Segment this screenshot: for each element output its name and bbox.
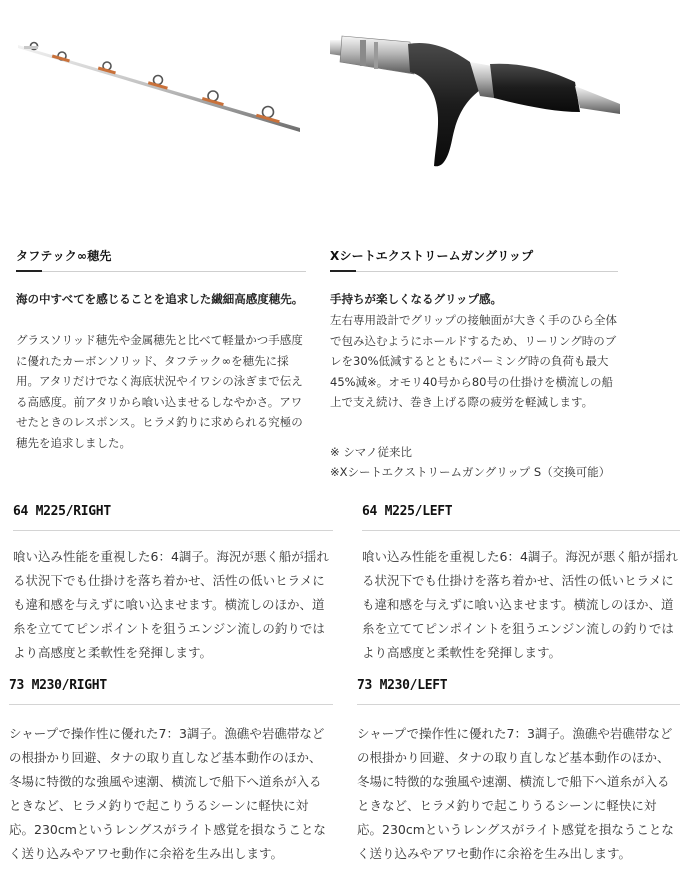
divider (330, 271, 618, 272)
divider (9, 704, 333, 705)
divider (16, 271, 306, 272)
divider (362, 530, 680, 531)
model-description: 喰い込み性能を重視した6：4調子。海況が悪く船が揺れる状況下でも仕掛けを落ち着かせ、活性の低いヒラメにも違和感を与えずに喰い込ませます。横流しのほか、道糸を立ててピンポイントを狙うエンジン流しの釣りではより高感度と柔軟性を発揮します。 (13, 549, 329, 660)
divider-accent (16, 270, 42, 272)
model-description: シャープで操作性に優れた7：3調子。漁礁や岩礁帯などの根掛かり回避、タナの取り直しなど基本動作のほか、冬場に特徴的な強風や速潮、横流しで船下へ道糸が入るときなど、ヒラメ釣りで起こりうるシーンに軽快に対応。230cmというレングスがライト感覚を損なうことなく送り込みやアワセ動作に余裕を生み出します。 (9, 726, 326, 861)
feature-body: 左右専用設計でグリップの接触面が大きく手のひら全体で包み込むようにホールドするため、リーリング時のブレを30%低減するとともにパーミング時の負荷も最大45%減※。オモリ40号から80号の仕掛けを横流しの船上で支え続け、巻き上げる際の疲労を軽減します。 (330, 313, 618, 409)
divider (357, 704, 680, 705)
footnote: ※ シマノ従来比 (330, 445, 412, 459)
model-description: シャープで操作性に優れた7：3調子。漁礁や岩礁帯などの根掛かり回避、タナの取り直しなど基本動作のほか、冬場に特徴的な強風や速潮、横流しで船下へ道糸が入るときなど、ヒラメ釣りで起こりうるシーンに軽快に対応。230cmというレングスがライト感覚を損なうことなく送り込みやアワセ動作に余裕を生み出します。 (357, 726, 674, 861)
feature-lead: 海の中すべてを感じることを追求した繊細高感度穂先。 (16, 292, 304, 306)
model-title: 73 M230/RIGHT (9, 678, 107, 693)
feature-body: グラスソリッド穂先や金属穂先と比べて軽量かつ手感度に優れたカーボンソリッド、タフテック∞を穂先に採用。アタリだけでなく海底状況やイワシの泳ぎまで伝える高感度。前アタリから喰い込ませるしなやかさ。アワせたときのレスポンス。ヒラメ釣りに求められる究極の穂先を追求しました。 (16, 333, 303, 450)
divider (13, 530, 333, 531)
footnote: ※Xシートエクストリームガングリップ S（交換可能） (330, 465, 611, 479)
model-title: 73 M230/LEFT (357, 678, 448, 693)
model-title: 64 M225/RIGHT (13, 504, 111, 519)
divider-accent (330, 270, 356, 272)
model-description: 喰い込み性能を重視した6：4調子。海況が悪く船が揺れる状況下でも仕掛けを落ち着かせ、活性の低いヒラメにも違和感を与えずに喰い込ませます。横流しのほか、道糸を立ててピンポイントを狙うエンジン流しの釣りではより高感度と柔軟性を発揮します。 (362, 549, 678, 660)
model-title: 64 M225/LEFT (362, 504, 453, 519)
feature-lead: 手持ちが楽しくなるグリップ感。 (330, 292, 503, 306)
rod-tip-photo (0, 0, 305, 230)
feature-title: Xシートエクストリームガングリップ (330, 249, 534, 263)
grip-photo (330, 0, 620, 230)
feature-title: タフテック∞穂先 (16, 249, 112, 263)
